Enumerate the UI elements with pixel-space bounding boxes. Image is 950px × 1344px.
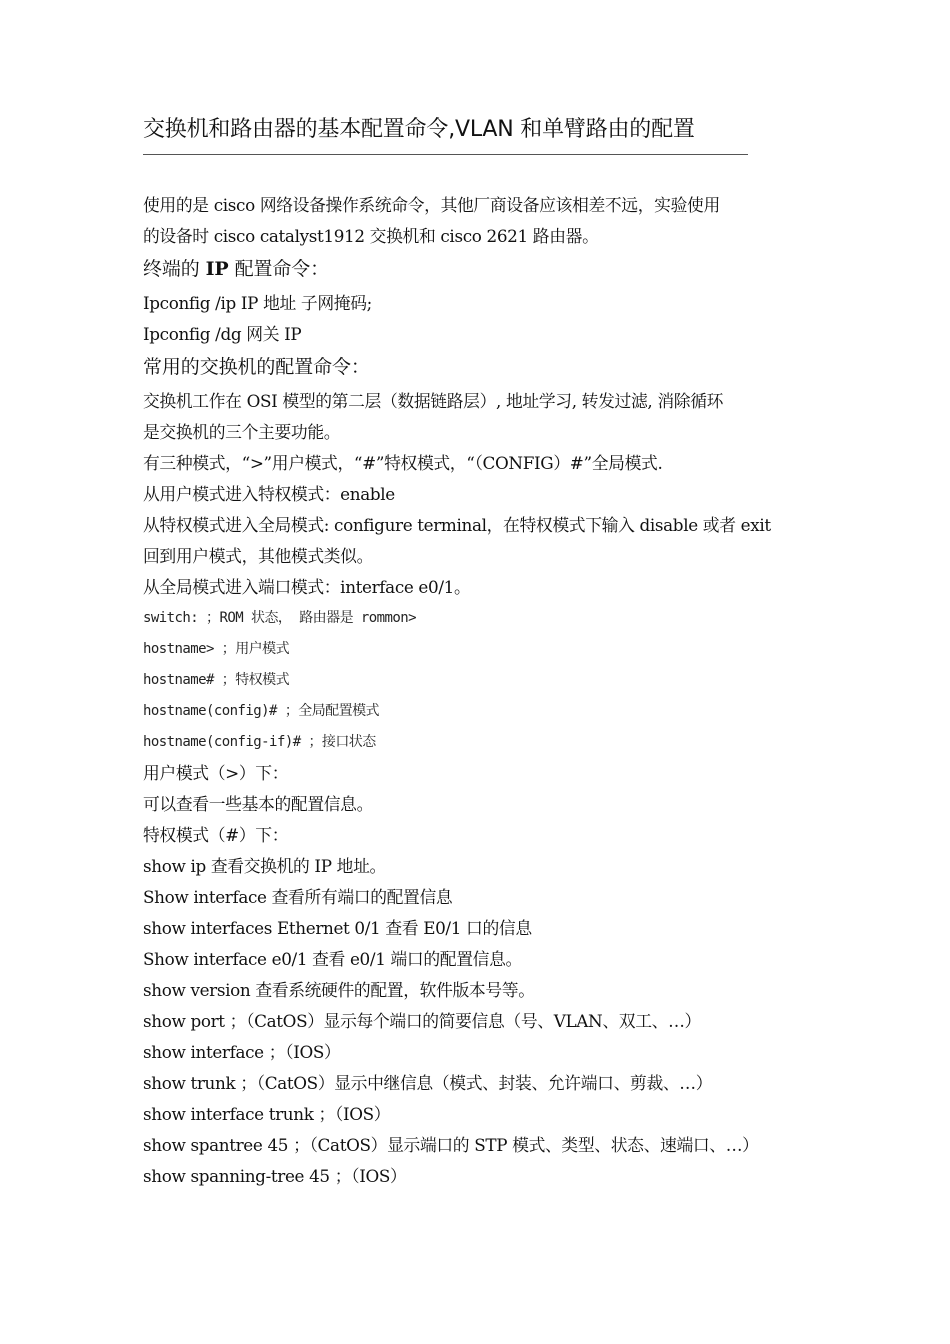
command-description-line: show port ；（CatOS）显示每个端口的简要信息（号、VLAN、双工、…） bbox=[143, 1011, 701, 1031]
prompt-mode-line: switch: ；ROM 状态， 路由器是 rommon> bbox=[143, 610, 417, 626]
document-body bbox=[143, 190, 813, 1192]
command-description-line: Show interface e0/1 查看 e0/1 端口的配置信息。 bbox=[143, 949, 522, 969]
command-description-line: 特权模式（#）下： bbox=[143, 825, 289, 845]
title-underline bbox=[143, 154, 748, 155]
command-description-line: Show interface 查看所有端口的配置信息 bbox=[143, 887, 453, 907]
switch-text-line: 是交换机的三个主要功能。 bbox=[143, 422, 341, 442]
heading-prefix: 终端的 bbox=[143, 258, 206, 280]
section-heading-switch-commands: 常用的交换机的配置命令： bbox=[143, 356, 370, 378]
command-description-line: show interface ；（IOS） bbox=[143, 1042, 341, 1062]
command-description-line: show spantree 45 ；（CatOS）显示端口的 STP 模式、类型、状态、速端口、…） bbox=[143, 1135, 759, 1155]
command-description-line: show interface trunk ；（IOS） bbox=[143, 1104, 391, 1124]
prompt-mode-line: hostname(config-if)# ；接口状态 bbox=[143, 734, 376, 750]
prompt-mode-line: hostname(config)# ；全局配置模式 bbox=[143, 703, 379, 719]
heading-bold-ip: IP bbox=[205, 258, 229, 280]
prompt-mode-line: hostname# ；特权模式 bbox=[143, 672, 290, 688]
intro-line: 使用的是 cisco 网络设备操作系统命令，其他厂商设备应该相差不远，实验使用 bbox=[143, 195, 720, 215]
command-description-line: 用户模式（>）下： bbox=[143, 763, 289, 783]
switch-text-line: 从特权模式进入全局模式: configure terminal，在特权模式下输入 disable 或者 exit bbox=[143, 515, 771, 535]
ip-command-line: Ipconfig /ip IP 地址 子网掩码; bbox=[143, 293, 372, 313]
command-description-line: show spanning-tree 45 ；（IOS） bbox=[143, 1166, 407, 1186]
switch-text-line: 从全局模式进入端口模式：interface e0/1。 bbox=[143, 577, 471, 597]
heading-suffix: 配置命令： bbox=[228, 258, 330, 280]
command-description-line: show interfaces Ethernet 0/1 查看 E0/1 口的信息 bbox=[143, 918, 532, 938]
section-heading-terminal-ip bbox=[143, 254, 813, 285]
command-description-line: 可以查看一些基本的配置信息。 bbox=[143, 794, 374, 814]
intro-line: 的设备时 cisco catalyst1912 交换机和 cisco 2621 路由器。 bbox=[143, 226, 599, 246]
command-description-line: show trunk ；（CatOS）显示中继信息（模式、封装、允许端口、剪裁、…） bbox=[143, 1073, 713, 1093]
document-title: 交换机和路由器的基本配置命令,VLAN 和单臂路由的配置 bbox=[143, 117, 695, 142]
switch-text-line: 从用户模式进入特权模式：enable bbox=[143, 484, 395, 504]
switch-text-line: 有三种模式，“>”用户模式，“#”特权模式，“（CONFIG）#”全局模式. bbox=[143, 453, 663, 473]
switch-text-line: 回到用户模式，其他模式类似。 bbox=[143, 546, 374, 566]
prompt-mode-line: hostname> ；用户模式 bbox=[143, 641, 290, 657]
command-description-line: show version 查看系统硬件的配置，软件版本号等。 bbox=[143, 980, 535, 1000]
ip-command-line: Ipconfig /dg 网关 IP bbox=[143, 324, 302, 344]
switch-text-line: 交换机工作在 OSI 模型的第二层（数据链路层）, 地址学习, 转发过滤, 消除循环 bbox=[143, 391, 724, 411]
command-description-line: show ip 查看交换机的 IP 地址。 bbox=[143, 856, 386, 876]
